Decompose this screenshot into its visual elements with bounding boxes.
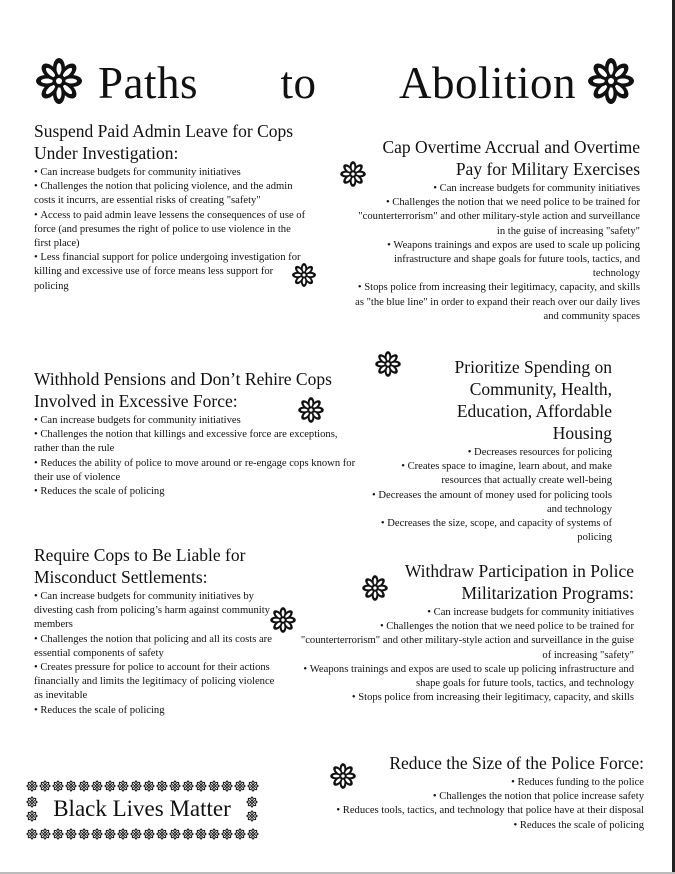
flower-icon	[246, 796, 258, 808]
section-heading: Withdraw Participation in Police Militarization Programs:	[404, 561, 634, 603]
list-item: • Stops police from increasing their legitimacy, capacity, and skills	[300, 691, 634, 705]
list-item: • Reduces the scale of policing	[34, 485, 356, 499]
flower-icon	[339, 160, 367, 188]
flower-border-right	[246, 796, 258, 824]
section-prioritize-spending	[368, 356, 612, 545]
list-item: • Can increase budgets for community initiatives	[34, 414, 356, 428]
flower-icon	[374, 350, 402, 378]
list-item: • Challenges the notion that policing and all its costs are essential components of safety	[34, 633, 282, 661]
flower-icon	[117, 828, 129, 840]
list-item: • Can increase budgets for community initiatives	[300, 606, 634, 620]
section-cap-overtime	[354, 136, 640, 324]
section-heading: Reduce the Size of the Police Force:	[389, 753, 644, 773]
bullet-list	[34, 166, 310, 294]
section-cops-liable	[34, 544, 282, 718]
flower-icon	[156, 828, 168, 840]
flower-icon	[52, 828, 64, 840]
page-title	[98, 52, 576, 114]
blm-badge	[26, 780, 258, 840]
flower-icon	[291, 262, 317, 288]
flower-icon	[130, 828, 142, 840]
list-item: • Creates space to imagine, learn about, and make resources that actually create well-being	[368, 460, 612, 488]
flower-icon	[39, 828, 51, 840]
list-item: • Less financial support for police undergoing investigation for killing and excessive use of force means less support for policing	[34, 251, 310, 294]
flower-icon	[104, 780, 116, 792]
flower-icon	[269, 606, 297, 634]
flower-icon	[208, 828, 220, 840]
bullet-list	[34, 590, 282, 718]
flower-icon	[34, 56, 84, 106]
flower-border-bottom	[26, 828, 259, 840]
section-heading: Require Cops to Be Liable for Misconduct Settlements:	[34, 545, 246, 587]
list-item: • Access to paid admin leave lessens the consequences of use of force (and presumes the right of police to use violence in the first place)	[34, 209, 310, 252]
list-item: • Stops police from increasing their legitimacy, capacity, and skills as "the blue line" in order to expand their reach over our daily lives and community spaces	[354, 281, 640, 324]
flower-icon	[26, 780, 38, 792]
section-heading: Prioritize Spending on Community, Health, Education, Affordable Housing	[454, 357, 612, 443]
flower-icon	[169, 828, 181, 840]
section-suspend-admin-leave	[34, 120, 310, 294]
flower-border-top	[26, 780, 259, 792]
flower-icon	[143, 780, 155, 792]
list-item: • Reduces funding to the police	[284, 776, 644, 790]
flower-icon	[221, 828, 233, 840]
bullet-list	[354, 182, 640, 324]
flower-icon	[39, 780, 51, 792]
section-heading: Withhold Pensions and Don’t Rehire Cops Involved in Excessive Force:	[34, 369, 332, 411]
flower-icon	[52, 780, 64, 792]
flower-icon	[182, 828, 194, 840]
section-withhold-pensions	[34, 368, 356, 499]
flower-icon	[26, 810, 38, 822]
flower-icon	[143, 828, 155, 840]
list-item: • Decreases resources for policing	[368, 446, 612, 460]
flower-icon	[78, 828, 90, 840]
flower-icon	[221, 780, 233, 792]
title-word-paths: Paths	[98, 58, 199, 108]
flower-icon	[104, 828, 116, 840]
list-item: • Creates pressure for police to account for their actions financially and limits the legitimacy of policing violence as inevitable	[34, 661, 282, 704]
section-withdraw-militarization	[300, 560, 634, 705]
section-heading: Cap Overtime Accrual and Overtime Pay for Military Exercises	[382, 137, 640, 179]
bullet-list	[300, 606, 634, 705]
flower-icon	[247, 780, 259, 792]
flower-icon	[329, 762, 357, 790]
flower-icon	[65, 828, 77, 840]
list-item: • Challenges the notion that killings and excessive force are exceptions, rather than the rule	[34, 428, 356, 456]
blm-badge-text: Black Lives Matter	[53, 796, 231, 821]
list-item: • Weapons trainings and expos are used to scale up policing infrastructure and shape goals for future tools, tactics, and technology	[300, 663, 634, 691]
flower-icon	[156, 780, 168, 792]
list-item: • Can increase budgets for community initiatives	[354, 182, 640, 196]
flower-icon	[247, 828, 259, 840]
flower-icon	[26, 796, 38, 808]
flower-icon	[208, 780, 220, 792]
bullet-list	[368, 446, 612, 545]
title-word-to: to	[280, 58, 317, 108]
bullet-list	[34, 414, 356, 499]
flower-icon	[586, 56, 636, 106]
list-item: • Reduces the ability of police to move around or re-engage cops known for their use of violence	[34, 457, 356, 485]
list-item: • Can increase budgets for community initiatives	[34, 166, 310, 180]
flower-icon	[91, 828, 103, 840]
list-item: • Decreases the amount of money used for policing tools and technology	[368, 489, 612, 517]
list-item: • Reduces tools, tactics, and technology that police have at their disposal	[284, 804, 644, 818]
flower-icon	[297, 396, 325, 424]
flower-icon	[234, 828, 246, 840]
flower-icon	[195, 828, 207, 840]
list-item: • Challenges the notion that policing violence, and the admin costs it incurrs, are essential risks of creating "safety"	[34, 180, 310, 208]
list-item: • Reduces the scale of policing	[284, 819, 644, 833]
list-item: • Reduces the scale of policing	[34, 704, 282, 718]
flower-icon	[234, 780, 246, 792]
list-item: • Weapons trainings and expos are used to scale up policing infrastructure and shape goals for future tools, tactics, and technology	[354, 239, 640, 282]
flower-icon	[78, 780, 90, 792]
flower-icon	[91, 780, 103, 792]
list-item: • Can increase budgets for community initiatives by divesting cash from policing’s harm against community members	[34, 590, 282, 633]
flower-icon	[195, 780, 207, 792]
flower-icon	[169, 780, 181, 792]
list-item: • Challenges the notion that we need police to be trained for "counterterrorism" and other military-style action and surveillance in the guise of increasing "safety"	[354, 196, 640, 239]
flower-border-left	[26, 796, 38, 824]
list-item: • Decreases the size, scope, and capacity of systems of policing	[368, 517, 612, 545]
title-word-abolition: Abolition	[398, 58, 576, 108]
flower-icon	[65, 780, 77, 792]
flower-icon	[246, 810, 258, 822]
list-item: • Challenges the notion that we need police to be trained for "counterterrorism" and other military-style action and surveillance in the guise of increasing "safety"	[300, 620, 634, 663]
flower-icon	[26, 828, 38, 840]
flower-icon	[117, 780, 129, 792]
title-row	[34, 52, 639, 114]
list-item: • Challenges the notion that police increase safety	[284, 790, 644, 804]
section-heading: Suspend Paid Admin Leave for Cops Under Investigation:	[34, 121, 294, 163]
flower-icon	[361, 574, 389, 602]
flower-icon	[182, 780, 194, 792]
flower-icon	[130, 780, 142, 792]
